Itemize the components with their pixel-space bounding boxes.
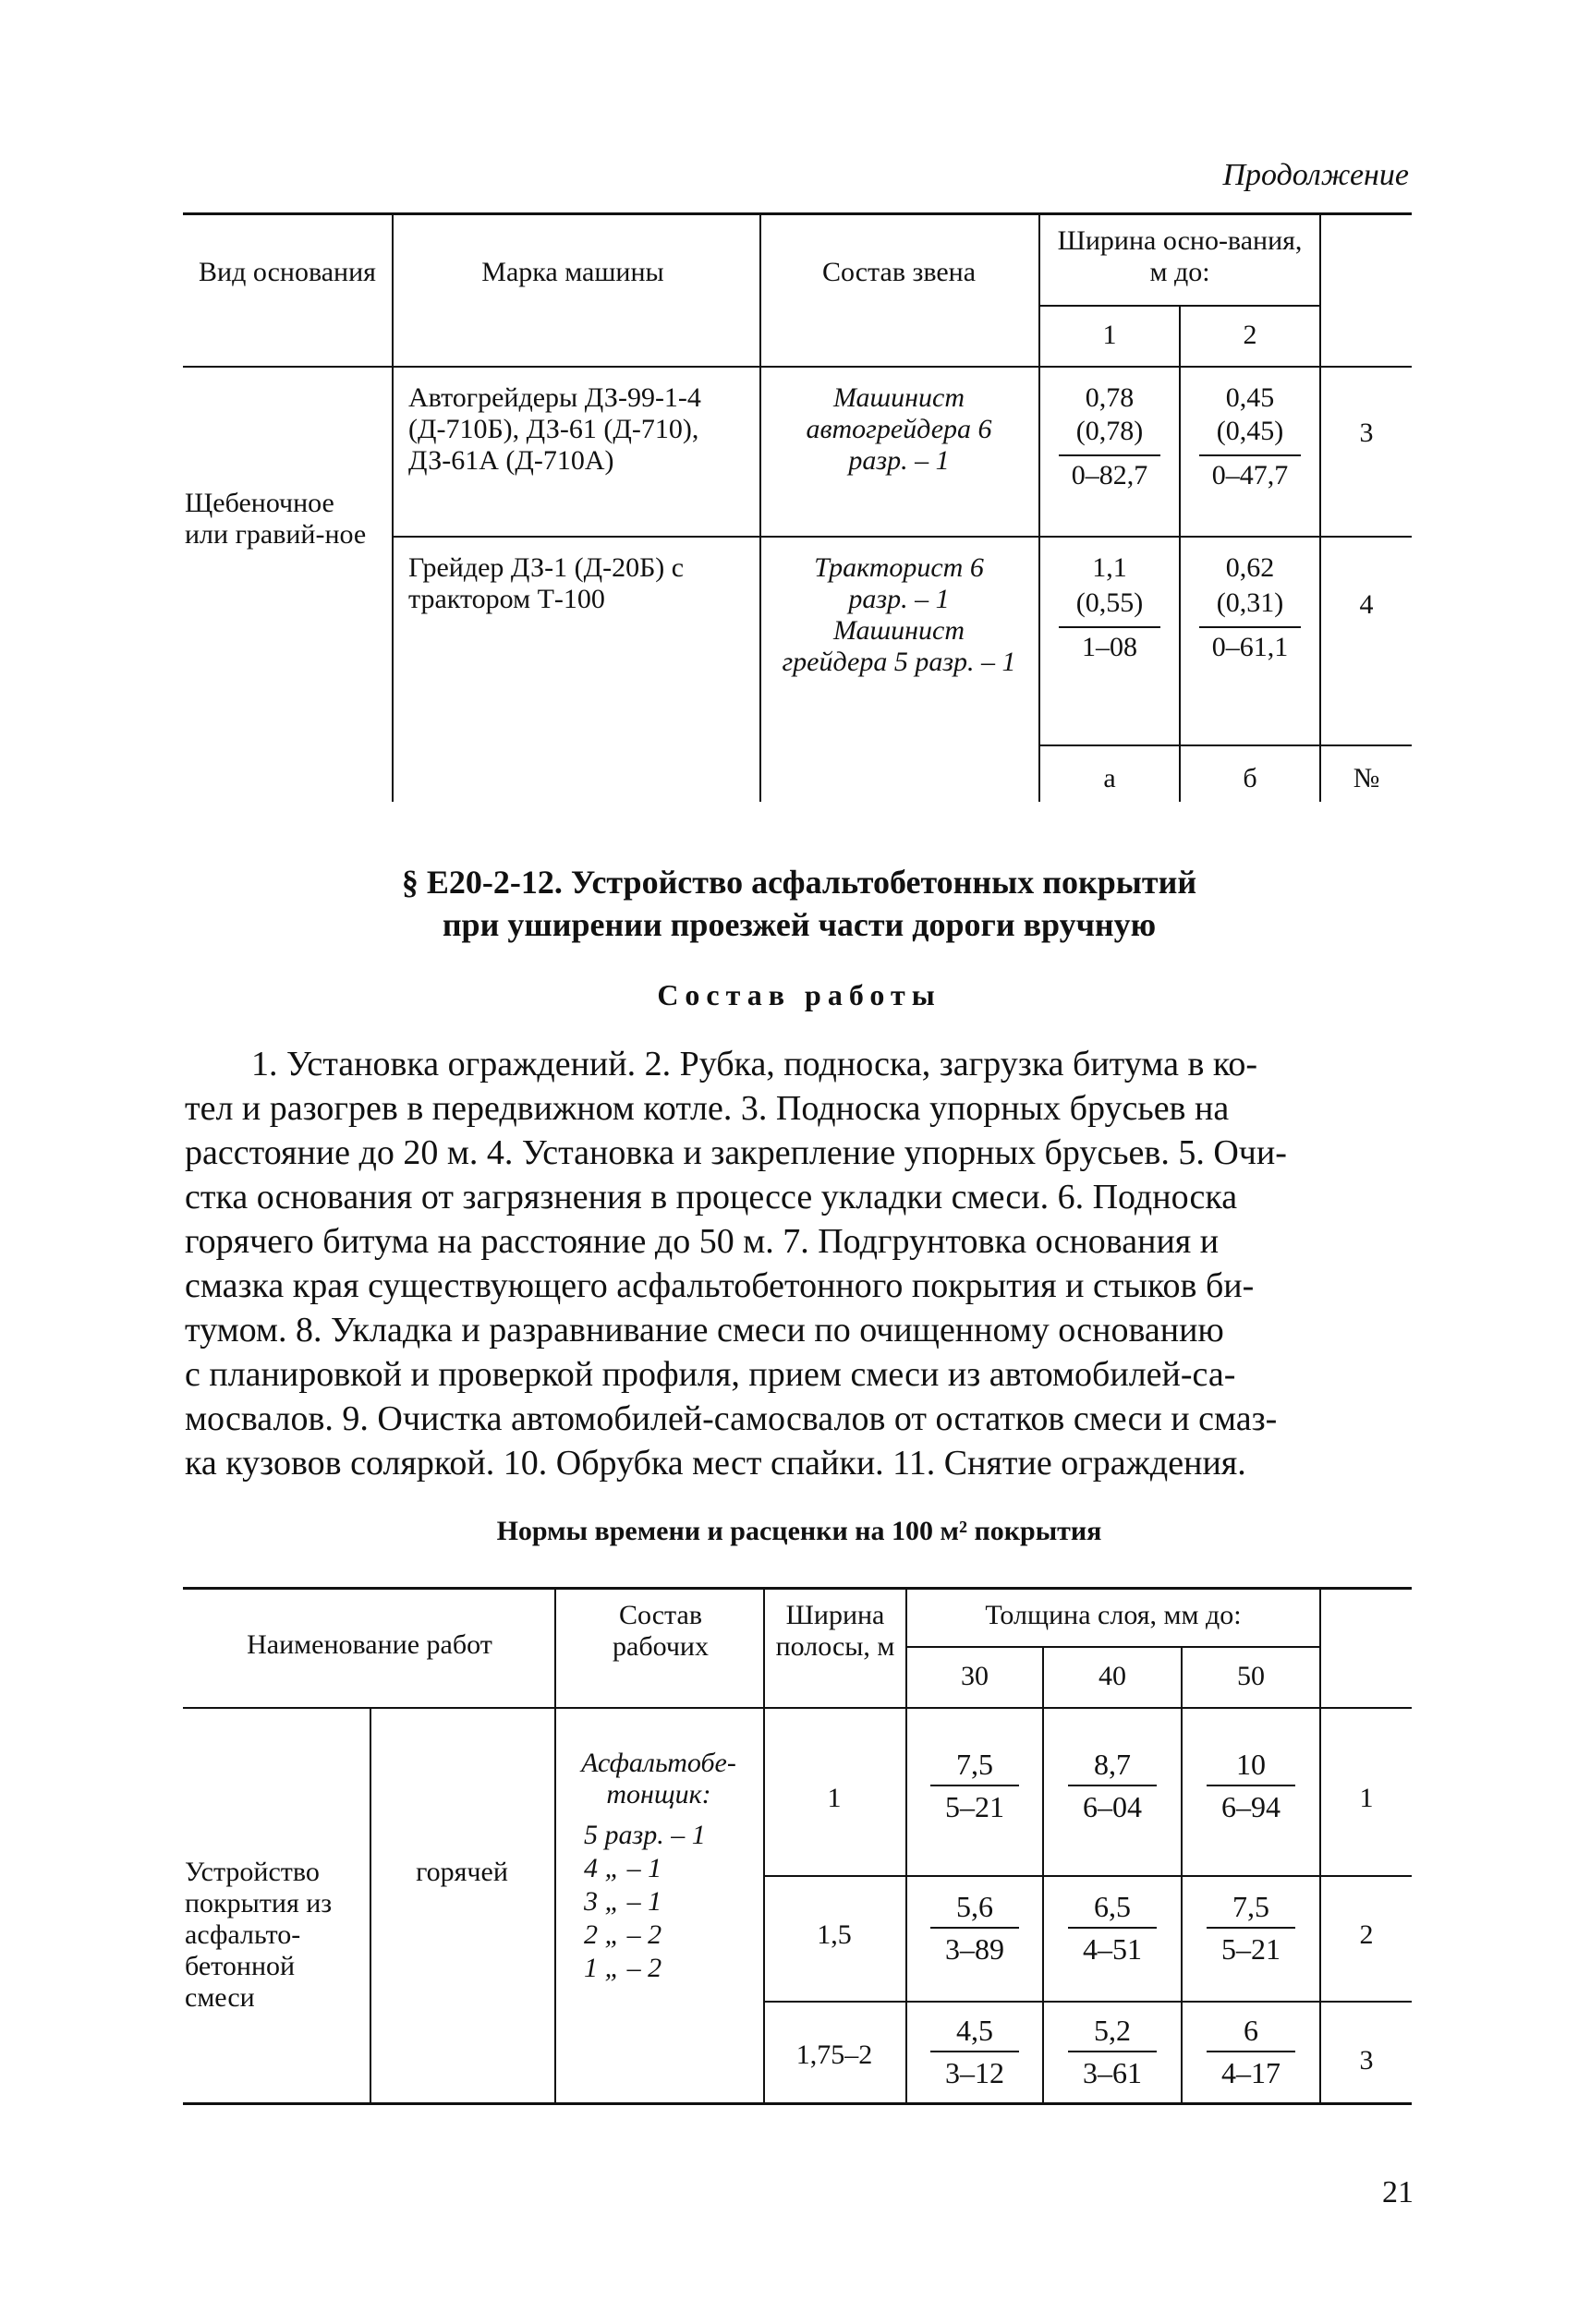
norm-time: 8,7 <box>1094 1748 1131 1781</box>
header-width-group: Ширина осно-вания, м до: <box>1057 225 1303 287</box>
table-2-header-rule <box>183 1707 1412 1709</box>
crew-cell: Тракторист 6 разр. – 1 Машинист грейдера 5 разр. – 1 <box>782 552 1016 677</box>
row-number: 4 <box>1359 589 1374 620</box>
footer-label-a: а <box>1103 763 1116 793</box>
header-machine: Марка машины <box>481 257 664 287</box>
norm-fraction <box>1044 2014 1181 2089</box>
norm-time: 7,5 <box>1232 1890 1269 1923</box>
value-cell: 0,45 <box>1225 382 1275 413</box>
text-line: с планировкой и проверкой профиля, прием смеси из автомобилей-са- <box>185 1355 1236 1394</box>
value-cell: 0–82,7 <box>1071 460 1148 490</box>
table-1-footer-rule <box>1038 744 1412 746</box>
machine-cell: Грейдер ДЗ-1 (Д-20Б) с трактором Т-100 <box>408 552 685 614</box>
work-name-value: Устройство покрытия из асфальто-бетонной смеси <box>185 1857 333 2013</box>
text-line: ка кузовов соляркой. 10. Обрубка мест спайки. 11. Снятие ограждения. <box>185 1444 1246 1483</box>
table-2-vline <box>370 1709 371 2102</box>
norm-fraction <box>1044 1748 1181 1823</box>
section-title-line-2: при уширении проезжей части дороги вручную <box>442 906 1157 943</box>
table-2-vline <box>554 1589 556 2102</box>
norm-rate: 5–21 <box>945 1790 1004 1823</box>
value-cell: 1–08 <box>1082 632 1137 662</box>
text-line: горячего битума на расстояние до 50 м. 7. Подгрунтовка основания и <box>185 1222 1220 1261</box>
norm-fraction <box>907 1748 1042 1823</box>
footer-label-no: № <box>1353 763 1380 793</box>
header-strip-width: Ширина полосы, м <box>775 1600 895 1662</box>
work-composition-heading: Состав работы <box>657 978 941 1011</box>
header-width-2: 2 <box>1243 320 1257 350</box>
norms-caption: Нормы времени и расценки на 100 м² покрытия <box>496 1516 1102 1546</box>
text-line: тумом. 8. Укладка и разравнивание смеси по очищенному основанию <box>185 1311 1224 1350</box>
crew-cell: Машинист автогрейдера 6 разр. – 1 <box>806 382 992 476</box>
norm-fraction <box>1183 1890 1319 1966</box>
norm-rate: 3–61 <box>1083 2056 1142 2089</box>
table-2-top-rule <box>183 1587 1412 1590</box>
machine-cell: Автогрейдеры ДЗ-99-1-4 (Д-710Б), ДЗ-61 (Д-710), ДЗ-61А (Д-710А) <box>408 382 701 476</box>
workers-title: Асфальтобе-тонщик: <box>581 1748 736 1810</box>
value-cell: 0,62 <box>1225 552 1275 583</box>
norm-rate: 4–51 <box>1083 1932 1142 1966</box>
continuation-label: Продолжение <box>1222 158 1409 192</box>
norm-time: 6,5 <box>1094 1890 1131 1923</box>
norm-fraction <box>1183 2014 1319 2089</box>
fraction-bar <box>1059 626 1160 628</box>
norm-fraction <box>1044 1890 1181 1966</box>
workers-item: 2 „ – 2 <box>584 1919 662 1950</box>
workers-item: 5 разр. – 1 <box>584 1820 706 1850</box>
fraction-bar <box>1059 454 1160 456</box>
table-2-subheader-rule <box>905 1646 1321 1648</box>
value-cell: 0–61,1 <box>1211 632 1289 662</box>
strip-width-cell: 1 <box>827 1783 842 1813</box>
text-line: мосвалов. 9. Очистка автомобилей-самосвалов от остатков смеси и смаз- <box>185 1399 1278 1438</box>
section-title: § Е20-2-12. Устройство асфальтобетонных покрытий <box>401 864 1197 901</box>
header-thickness-40: 40 <box>1098 1661 1126 1691</box>
value-cell: (0,45) <box>1216 416 1284 446</box>
table-2-vline <box>763 1589 765 2102</box>
text-line: расстояние до 20 м. 4. Установка и закрепление упорных брусьев. 5. Очи- <box>185 1133 1287 1172</box>
strip-width-cell: 1,75–2 <box>795 2040 873 2070</box>
table-2-row-rule <box>763 1875 1412 1877</box>
norm-time: 5,2 <box>1094 2014 1131 2047</box>
header-thickness-50: 50 <box>1237 1661 1265 1691</box>
table-1-vline <box>759 214 761 802</box>
norm-fraction <box>1183 1748 1319 1823</box>
norm-fraction <box>907 2014 1042 2089</box>
row-number: 1 <box>1359 1783 1374 1813</box>
workers-item: 1 „ – 2 <box>584 1953 662 1983</box>
row-number: 3 <box>1359 418 1374 448</box>
text-line: стка основания от загрязнения в процессе укладки смеси. 6. Подноска <box>185 1178 1238 1216</box>
text-line: тел и разогрев в передвижном котле. 3. Подноска упорных брусьев на <box>185 1089 1230 1128</box>
table-1-vline <box>1319 214 1321 802</box>
header-base-type: Вид основания <box>199 257 376 287</box>
base-type-value: Щебеночное или гравий-ное <box>185 488 367 550</box>
norm-time: 10 <box>1236 1748 1266 1781</box>
norm-fraction <box>907 1890 1042 1966</box>
page-number: 21 <box>1382 2175 1414 2209</box>
row-number: 2 <box>1359 1919 1374 1950</box>
strip-width-cell: 1,5 <box>817 1919 852 1950</box>
fraction-bar <box>1199 454 1301 456</box>
value-cell: (0,55) <box>1075 587 1144 618</box>
table-2-vline <box>1319 1589 1321 2102</box>
norm-time: 5,6 <box>956 1890 993 1923</box>
header-width-1: 1 <box>1102 320 1117 350</box>
table-1-header-rule <box>183 366 1412 368</box>
value-cell: 0–47,7 <box>1211 460 1289 490</box>
workers-item: 4 „ – 1 <box>584 1853 662 1883</box>
value-cell: 0,78 <box>1085 382 1135 413</box>
table-2-row-rule <box>763 2001 1412 2003</box>
workers-item: 3 „ – 1 <box>584 1886 662 1917</box>
norm-time: 7,5 <box>956 1748 993 1781</box>
table-1-row-rule <box>392 536 1412 538</box>
header-thickness-group: Толщина слоя, мм до: <box>985 1600 1242 1630</box>
norm-rate: 6–94 <box>1221 1790 1280 1823</box>
value-cell: 1,1 <box>1092 552 1127 583</box>
table-1-top-rule <box>183 212 1412 215</box>
norm-time: 6 <box>1244 2014 1258 2047</box>
header-crew: Состав звена <box>821 257 977 287</box>
norm-rate: 3–12 <box>945 2056 1004 2089</box>
header-workers: Состав рабочих <box>613 1600 709 1662</box>
text-line: смазка края существующего асфальтобетонного покрытия и стыков би- <box>185 1266 1255 1305</box>
norm-rate: 3–89 <box>945 1932 1004 1966</box>
value-cell: (0,31) <box>1216 587 1284 618</box>
mix-type: горячей <box>416 1857 508 1887</box>
fraction-bar <box>1199 626 1301 628</box>
norm-rate: 5–21 <box>1221 1932 1280 1966</box>
table-2-bottom-rule <box>183 2102 1412 2105</box>
value-cell: (0,78) <box>1075 416 1144 446</box>
header-work-name: Наименование работ <box>247 1629 492 1660</box>
norm-time: 4,5 <box>956 2014 993 2047</box>
table-1-vline <box>1038 214 1040 802</box>
norm-rate: 4–17 <box>1221 2056 1280 2089</box>
row-number: 3 <box>1359 2045 1374 2076</box>
text-line: 1. Установка ограждений. 2. Рубка, подноска, загрузка битума в ко- <box>251 1045 1258 1083</box>
footer-label-b: б <box>1243 763 1257 793</box>
norm-rate: 6–04 <box>1083 1790 1142 1823</box>
table-1-vline <box>392 214 394 802</box>
header-thickness-30: 30 <box>961 1661 989 1691</box>
